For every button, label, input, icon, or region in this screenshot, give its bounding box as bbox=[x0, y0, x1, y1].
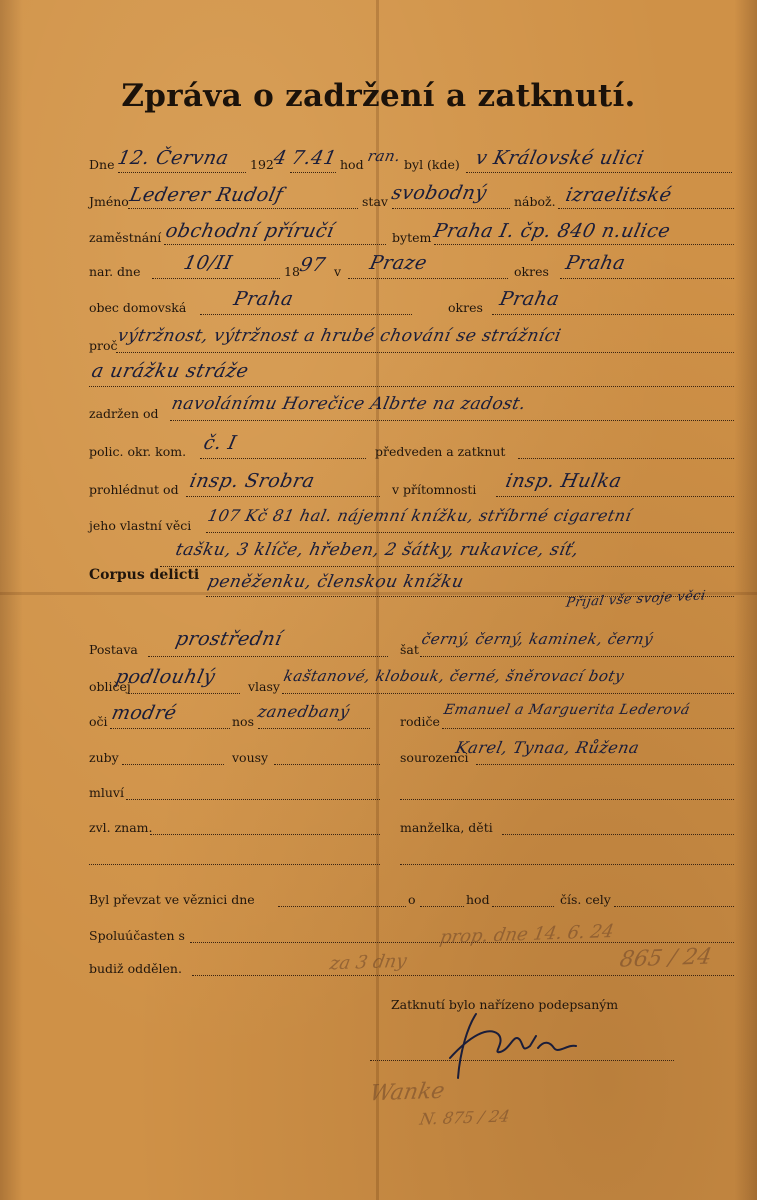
label-predveden: předveden a zatknut bbox=[375, 444, 506, 459]
hw-sat: černý, černý, kaminek, černý bbox=[420, 630, 655, 648]
field-line-kde bbox=[466, 172, 732, 173]
hw-year-suffix: 4 bbox=[271, 147, 289, 169]
field-line-veci-2 bbox=[160, 566, 734, 567]
label-year: 192 bbox=[250, 157, 274, 172]
hw-nar-okres: Praha bbox=[563, 252, 628, 274]
label-polic-okr-kom: polic. okr. kom. bbox=[89, 444, 187, 459]
field-line-stav bbox=[392, 208, 510, 209]
field-line-zuby bbox=[122, 764, 224, 765]
field-line-prohlednut bbox=[186, 496, 380, 497]
field-line-hod2 bbox=[492, 906, 554, 907]
label-proc: proč bbox=[89, 338, 118, 353]
label-nos: nos bbox=[232, 714, 254, 729]
hw-year-birth-suffix: 97 bbox=[297, 254, 328, 276]
hw-stav: svobodný bbox=[389, 182, 490, 204]
field-line-predveden bbox=[518, 458, 734, 459]
hw-nar-dne: 10/II bbox=[181, 252, 235, 274]
hw-bytem: Praha I. čp. 840 n.ulice bbox=[431, 220, 673, 242]
field-line-nar-dne bbox=[152, 278, 280, 279]
field-line-pritomnosti bbox=[496, 496, 734, 497]
field-line-obec-okres bbox=[492, 314, 734, 315]
field-line-nar-v bbox=[348, 278, 508, 279]
field-line-budiz bbox=[192, 975, 734, 976]
hw-v-pritomnosti: insp. Hulka bbox=[503, 470, 624, 492]
hw-oci: modré bbox=[109, 702, 179, 724]
hw-naboz: izraelitské bbox=[563, 184, 674, 206]
label-jmeno: Jméno bbox=[89, 194, 129, 209]
label-rodice: rodiče bbox=[400, 714, 440, 729]
field-line-bytem bbox=[434, 244, 734, 245]
label-dne: Dne bbox=[89, 157, 115, 172]
label-postava: Postava bbox=[89, 642, 138, 657]
label-v-pritomnosti: v přítomnosti bbox=[392, 482, 477, 497]
hw-rodice: Emanuel a Marguerita Lederová bbox=[442, 702, 692, 718]
label-sourozenci: sourozenci bbox=[400, 750, 469, 765]
label-nar-dne: nar. dne bbox=[89, 264, 141, 279]
field-line-okres bbox=[560, 278, 734, 279]
label-prohlednut-od: prohlédnut od bbox=[89, 482, 179, 497]
label-prevzat: Byl převzat ve věznici dne bbox=[89, 892, 255, 907]
hw-nar-v: Praze bbox=[367, 252, 430, 274]
hw-jmeno: Lederer Rudolf bbox=[127, 184, 286, 206]
hw-nos: zanedbaný bbox=[255, 702, 352, 721]
label-v: v bbox=[334, 264, 342, 279]
label-vlastni-veci: jeho vlastní věci bbox=[89, 518, 192, 533]
label-corpus-delicti: Corpus delicti bbox=[89, 567, 200, 583]
field-line-jmeno bbox=[128, 208, 358, 209]
label-bytem: bytem bbox=[392, 230, 432, 245]
hw-veci-2: tašku, 3 klíče, hřeben, 2 šátky, rukavice, síť, bbox=[173, 540, 581, 560]
hw-prijal: Přijal vše svoje věci bbox=[564, 588, 707, 611]
hw-hod-value: 7.41 bbox=[289, 147, 339, 169]
label-zadrzen-od: zadržen od bbox=[89, 406, 159, 421]
hw-obec-okres: Praha bbox=[497, 288, 562, 310]
label-naboz: nábož. bbox=[514, 194, 556, 209]
label-budiz-oddelen: budiž oddělen. bbox=[89, 961, 182, 976]
faint-mark-2: 865 / 24 bbox=[617, 944, 714, 973]
hw-polic-kom: č. I bbox=[201, 432, 239, 454]
hw-proc-1: výtržnost, výtržnost a hrubé chování se strážníci bbox=[115, 326, 564, 346]
hw-dne: 12. Června bbox=[115, 147, 231, 169]
label-oci: oči bbox=[89, 714, 108, 729]
hw-prohlednut-od: insp. Srobra bbox=[187, 470, 317, 492]
hw-sourozenci: Karel, Tynaa, Růžena bbox=[453, 738, 642, 757]
field-line-obec bbox=[200, 314, 412, 315]
hw-kde: v Královské ulici bbox=[473, 147, 647, 169]
field-line-zamestnani bbox=[164, 244, 386, 245]
field-line-extra-left bbox=[89, 864, 380, 865]
faint-mark-1: prop. dne 14. 6. 24 bbox=[438, 920, 616, 949]
label-stav: stav bbox=[362, 194, 388, 209]
field-line-postava bbox=[148, 656, 388, 657]
label-okres: okres bbox=[514, 264, 549, 279]
label-manzelka-deti: manželka, děti bbox=[400, 820, 493, 835]
label-spoluucasten: Spoluúčasten s bbox=[89, 928, 185, 943]
field-line-sat bbox=[420, 656, 734, 657]
field-line-nos bbox=[258, 728, 370, 729]
field-line-vousy bbox=[274, 764, 380, 765]
label-zamestnani: zaměstnání bbox=[89, 230, 162, 245]
field-line-zadrzen-od bbox=[170, 420, 734, 421]
hw-vlasy: kaštanové, klobouk, černé, šněrovací boty bbox=[282, 667, 627, 685]
label-cis-cely: čís. cely bbox=[560, 892, 611, 907]
hw-veci-3: peněženku, členskou knížku bbox=[205, 572, 466, 592]
field-line-o bbox=[420, 906, 464, 907]
field-line-proc-2 bbox=[89, 386, 734, 387]
hw-obec: Praha bbox=[231, 288, 296, 310]
label-vousy: vousy bbox=[232, 750, 269, 765]
field-line-naboz bbox=[558, 208, 734, 209]
official-signature bbox=[440, 996, 590, 1086]
hw-zamestnani: obchodní příručí bbox=[163, 220, 337, 242]
field-line-mluvi bbox=[126, 799, 380, 800]
hw-postava: prostřední bbox=[173, 628, 285, 650]
hw-veci-1: 107 Kč 81 hal. nájemní knížku, stříbrné cigaretní bbox=[205, 506, 634, 525]
label-sat: šat bbox=[400, 642, 419, 657]
field-line-proc-1 bbox=[116, 352, 734, 353]
label-vlasy: vlasy bbox=[248, 679, 280, 694]
field-line-hod bbox=[290, 172, 336, 173]
field-line-oci bbox=[110, 728, 230, 729]
paper-fold-vertical bbox=[376, 0, 379, 1200]
field-line-mluvi-right bbox=[400, 799, 734, 800]
field-line-vlasy bbox=[282, 693, 734, 694]
faint-mark-4: Wanke bbox=[367, 1078, 447, 1107]
field-line-dne bbox=[118, 172, 246, 173]
label-mluvi: mluví bbox=[89, 785, 124, 800]
label-zatknuti-narizeno: Zatknutí bylo nařízeno podepsaným bbox=[391, 997, 619, 1012]
label-zuby: zuby bbox=[89, 750, 119, 765]
hw-zadrzen-od: navolánímu Horečice Albrte na zadost. bbox=[169, 394, 528, 414]
label-obec-okres: okres bbox=[448, 300, 483, 315]
faint-mark-3: za 3 dny bbox=[328, 950, 409, 975]
label-hod2: hod bbox=[466, 892, 490, 907]
label-year-birth: 18 bbox=[284, 264, 300, 279]
form-title: Zpráva o zadržení a zatknutí. bbox=[121, 78, 636, 114]
label-hod: hod bbox=[340, 157, 364, 172]
field-line-oblicej bbox=[128, 693, 240, 694]
faint-mark-5: N. 875 / 24 bbox=[418, 1106, 512, 1129]
label-obec-domovska: obec domovská bbox=[89, 300, 187, 315]
field-line-rodice bbox=[442, 728, 734, 729]
label-zvl-znam: zvl. znam. bbox=[89, 820, 153, 835]
label-byl-kde: byl (kde) bbox=[404, 157, 460, 172]
hw-hod-suffix: ran. bbox=[366, 147, 403, 165]
field-line-extra-right bbox=[400, 864, 734, 865]
field-line-manzelka bbox=[502, 834, 734, 835]
field-line-veci-1 bbox=[206, 532, 734, 533]
hw-oblicej: podlouhlý bbox=[113, 666, 218, 688]
label-o: o bbox=[408, 892, 416, 907]
field-line-cis-cely bbox=[614, 906, 734, 907]
hw-proc-2: a urážku stráže bbox=[89, 360, 251, 382]
label-oblicej: obličej bbox=[89, 679, 131, 694]
field-line-sourozenci bbox=[476, 764, 734, 765]
field-line-prevzat-dne bbox=[278, 906, 406, 907]
field-line-polic-kom bbox=[200, 458, 366, 459]
field-line-zvl-znam bbox=[150, 834, 380, 835]
